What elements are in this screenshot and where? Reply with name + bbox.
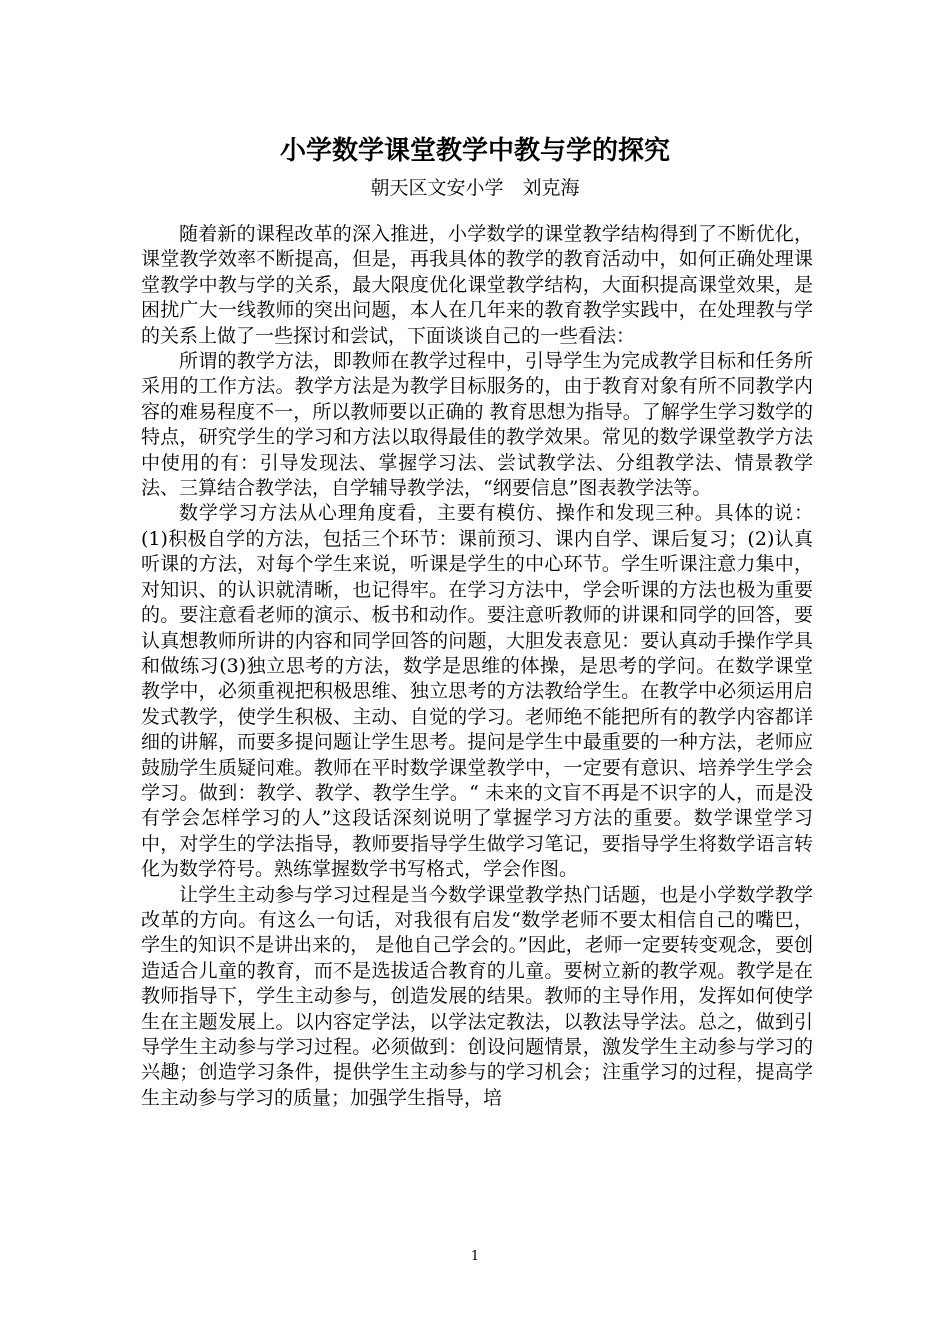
paragraph-teaching-methods: 所谓的教学方法，即教师在教学过程中，引导学生为完成教学目标和任务所采用的工作方法。教学方法是为教学目标服务的，由于教育对象有所不同教学内容的难易程度不一，所以教师要以正确的 教育思想为指导。了解学生学习数学的特点，研究学生的学习和方法以取得最佳的教学效果。常见的数学课堂教学方法中使用的有：引导发现法、掌握学习法、尝试教学法、分组教学法、情景教学法、三算结合教学法，自学辅导教学法，“纲要信息”图表教学法等。 bbox=[141, 350, 813, 500]
author-line: 朝天区文安小学 刘克海 bbox=[370, 177, 580, 199]
paragraph-learning-methods: 数学学习方法从心理角度看，主要有模仿、操作和发现三种。具体的说：(1)积极自学的方法，包括三个环节：课前预习、课内自学、课后复习；(2)认真听课的方法，对每个学生来说，听课是学生的中心环节。学生听课注意力集中，对知识、的认识就清晰，也记得牢。在学习方法中，学会听课的方法也极为重要的。要注意看老师的演示、板书和动作。要注意听教师的讲课和同学的回答，要认真想教师所讲的内容和同学回答的问题，大胆发表意见：要认真动手操作学具和做练习(3)独立思考的方法，数学是思维的体操，是思考的学问。在数学课堂教学中，必须重视把积极思维、独立思考的方法教给学生。在教学中必须运用启发式教学，使学生积极、主动、自觉的学习。老师绝不能把所有的教学内容都详细的讲解，而要多提问题让学生思考。提问是学生中最重要的一种方法，老师应鼓励学生质疑问难。教师在平时数学课堂教学中，一定要有意识、培养学生学会学习。做到：教学、教学、教学生学。“ 未来的文盲不再是不识字的人，而是没有学会怎样学习的人”这段话深刻说明了掌握学习方法的重要。数学课堂学习中，对学生的学法指导，教师要指导学生做学习笔记，要指导学生将数学语言转化为数学符号。熟练掌握数学书写格式，学会作图。 bbox=[141, 502, 813, 881]
document-title: 小学数学课堂教学中教与学的探究 bbox=[279, 136, 670, 166]
page-number: 1 bbox=[470, 1249, 480, 1264]
paragraph-intro: 随着新的课程改革的深入推进，小学数学的课堂教学结构得到了不断优化，课堂教学效率不断提高，但是，再我具体的教学的教育活动中，如何正确处理课堂教学中教与学的关系，最大限度优化课堂教学结构，大面积提高课堂效果，是困扰广大一线教师的突出问题，本人在几年来的教育教学实践中，在处理教与学的关系上做了一些探讨和尝试，下面谈谈自己的一些看法： bbox=[141, 223, 813, 347]
paragraph-active-participation: 让学生主动参与学习过程是当今数学课堂教学热门话题，也是小学数学教学改革的方向。有这么一句话，对我很有启发“数学老师不要太相信自己的嘴巴， 学生的知识不是讲出来的， 是他自己学会的。”因此，老师一定要转变观念，要创造适合儿童的教育，而不是选拔适合教育的儿童。要树立新的教学观。教学是在教师指导下，学生主动参与，创造发展的结果。教师的主导作用，发挥如何使学生在主题发展上。以内容定学法，以学法定教法，以教法导学法。总之，做到引导学生主动参与学习过程。必须做到：创设问题情景，激发学生主动参与学习的兴趣；创造学习条件，提供学生主动参与的学习机会；注重学习的过程，提高学生主动参与学习的质量；加强学生指导，培 bbox=[141, 883, 813, 1109]
document-body bbox=[141, 222, 813, 1111]
